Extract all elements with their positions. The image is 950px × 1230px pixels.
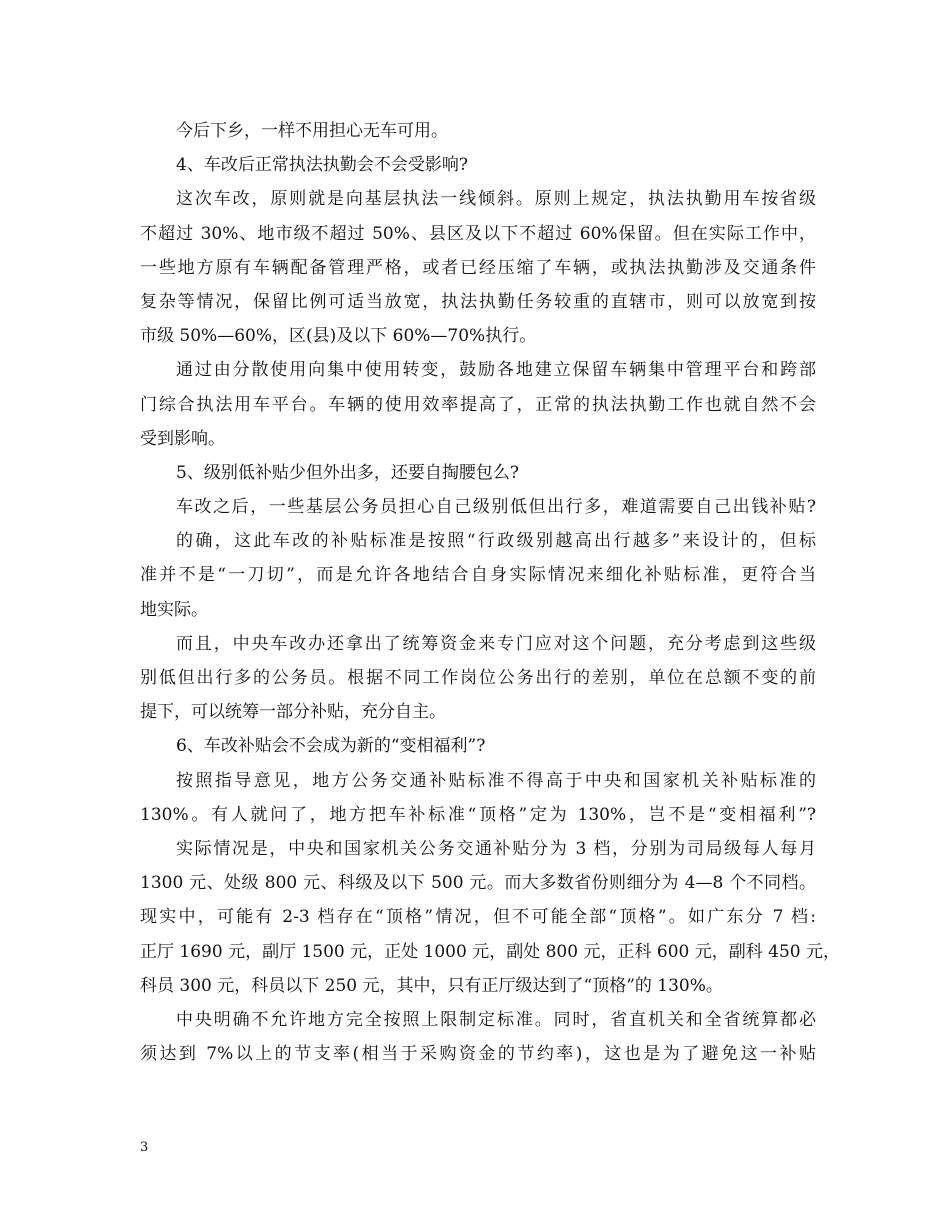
text-line: 现实中，可能有 2-3 档存在“顶格”情况，但不可能全部“顶格”。如广东分 7 档: (140, 907, 816, 928)
text-line: 地实际。 (140, 599, 208, 620)
text-line: 1300 元、处级 800 元、科级及以下 500 元。而大多数省份则细分为 4—8 个不同档。 (140, 873, 816, 894)
page-number: 3 (140, 1140, 149, 1155)
text-line: 的确，这此车改的补贴标准是按照“行政级别越高出行越多”来设计的，但标 (176, 531, 816, 552)
text-line: 4、车改后正常执法执勤会不会受影响? (176, 155, 468, 176)
text-line: 门综合执法用车平台。车辆的使用效率提高了，正常的执法执勤工作也就自然不会 (140, 394, 816, 415)
text-line: 正厅 1690 元，副厅 1500 元，正处 1000 元，副处 800 元，正科 600 元，副科 450 元， (140, 941, 840, 962)
text-line: 复杂等情况，保留比例可适当放宽，执法执勤任务较重的直辖市，则可以放宽到按 (140, 291, 816, 312)
text-line: 科员 300 元，科员以下 250 元，其中，只有正厅级达到了“顶格”的 130%。 (140, 975, 723, 996)
text-line: 准并不是“一刀切”，而是允许各地结合自身实际情况来细化补贴标准，更符合当 (140, 565, 816, 586)
body-text (140, 114, 840, 1071)
text-line: 车改之后，一些基层公务员担心自己级别低但出行多，难道需要自己出钱补贴? (176, 497, 816, 518)
text-line: 须达到 7%以上的节支率(相当于采购资金的节约率)，这也是为了避免这一补贴 (140, 1044, 816, 1065)
text-line: 6、车改补贴会不会成为新的“变相福利”? (176, 736, 486, 757)
text-line: 而且，中央车改办还拿出了统筹资金来专门应对这个问题，充分考虑到这些级 (176, 633, 816, 654)
text-line: 一些地方原有车辆配备管理严格，或者已经压缩了车辆，或执法执勤涉及交通条件 (140, 257, 816, 278)
text-line: 受到影响。 (140, 428, 225, 449)
text-line: 中央明确不允许地方完全按照上限制定标准。同时，省直机关和全省统算都必 (176, 1009, 816, 1030)
text-line: 提下，可以统筹一部分补贴，充分自主。 (140, 702, 446, 723)
text-line: 按照指导意见，地方公务交通补贴标准不得高于中央和国家机关补贴标准的 (176, 770, 816, 791)
text-line: 今后下乡，一样不用担心无车可用。 (176, 121, 448, 141)
text-line: 5、级别低补贴少但外出多，还要自掏腰包么? (176, 462, 519, 483)
text-line: 实际情况是，中央和国家机关公务交通补贴分为 3 档，分别为司局级每人每月 (176, 838, 816, 859)
text-line: 市级 50%—60%，区(县)及以下 60%—70%执行。 (140, 326, 537, 347)
text-line: 130%。有人就问了，地方把车补标准“顶格”定为 130%，岂不是“变相福利”? (140, 804, 816, 825)
text-line: 通过由分散使用向集中使用转变，鼓励各地建立保留车辆集中管理平台和跨部 (176, 360, 816, 381)
text-line: 别低但出行多的公务员。根据不同工作岗位公务出行的差别，单位在总额不变的前 (140, 668, 816, 688)
text-line: 这次车改，原则就是向基层执法一线倾斜。原则上规定，执法执勤用车按省级 (176, 189, 816, 210)
text-line: 不超过 30%、地市级不超过 50%、县区及以下不超过 60%保留。但在实际工作中， (140, 223, 816, 244)
